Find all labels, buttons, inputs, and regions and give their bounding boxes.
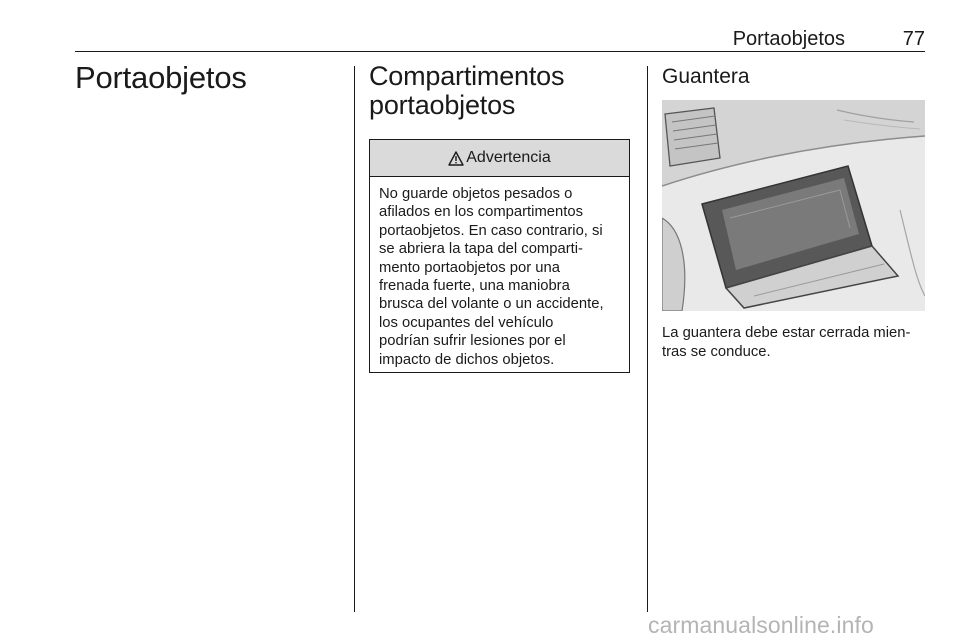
chapter-title: Portaobjetos xyxy=(75,60,247,95)
warning-line: impacto de dichos objetos. xyxy=(379,351,555,368)
glovebox-text-line: tras se conduce. xyxy=(662,343,771,360)
warning-line: portaobjetos. En caso contrario, si xyxy=(379,222,603,239)
watermark: carmanualsonline.info xyxy=(648,612,874,638)
warning-heading: Advertencia xyxy=(466,149,551,166)
glovebox-title: Guantera xyxy=(662,65,750,88)
warning-line: afilados en los compartimentos xyxy=(379,204,583,221)
warning-line: No guarde objetos pesados o xyxy=(379,186,573,202)
section-title-line: Compartimentos xyxy=(369,61,565,91)
warning-line: mento portaobjetos por una xyxy=(379,259,560,276)
glovebox-illustration xyxy=(662,100,925,311)
warning-line: brusca del volante o un accidente, xyxy=(379,296,604,313)
column-divider xyxy=(647,66,648,612)
warning-line: los ocupantes del vehículo xyxy=(379,314,554,331)
warning-line: frenada fuerte, una maniobra xyxy=(379,278,570,295)
section-title xyxy=(369,62,564,120)
warning-triangle-icon xyxy=(448,151,464,166)
section-title-line: portaobjetos xyxy=(369,90,516,120)
column-divider xyxy=(354,66,355,612)
warning-header xyxy=(370,140,629,177)
warning-line: podrían sufrir lesiones por el xyxy=(379,333,566,350)
running-header xyxy=(75,28,925,52)
running-title: Portaobjetos xyxy=(732,28,845,50)
warning-line: se abriera la tapa del comparti- xyxy=(379,241,583,258)
header-rule xyxy=(75,51,925,52)
glovebox-text-line: La guantera debe estar cerrada mien- xyxy=(662,325,911,341)
page-number: 77 xyxy=(902,28,925,50)
warning-text xyxy=(370,177,629,369)
warning-box xyxy=(369,139,630,373)
glovebox-text xyxy=(662,324,910,361)
